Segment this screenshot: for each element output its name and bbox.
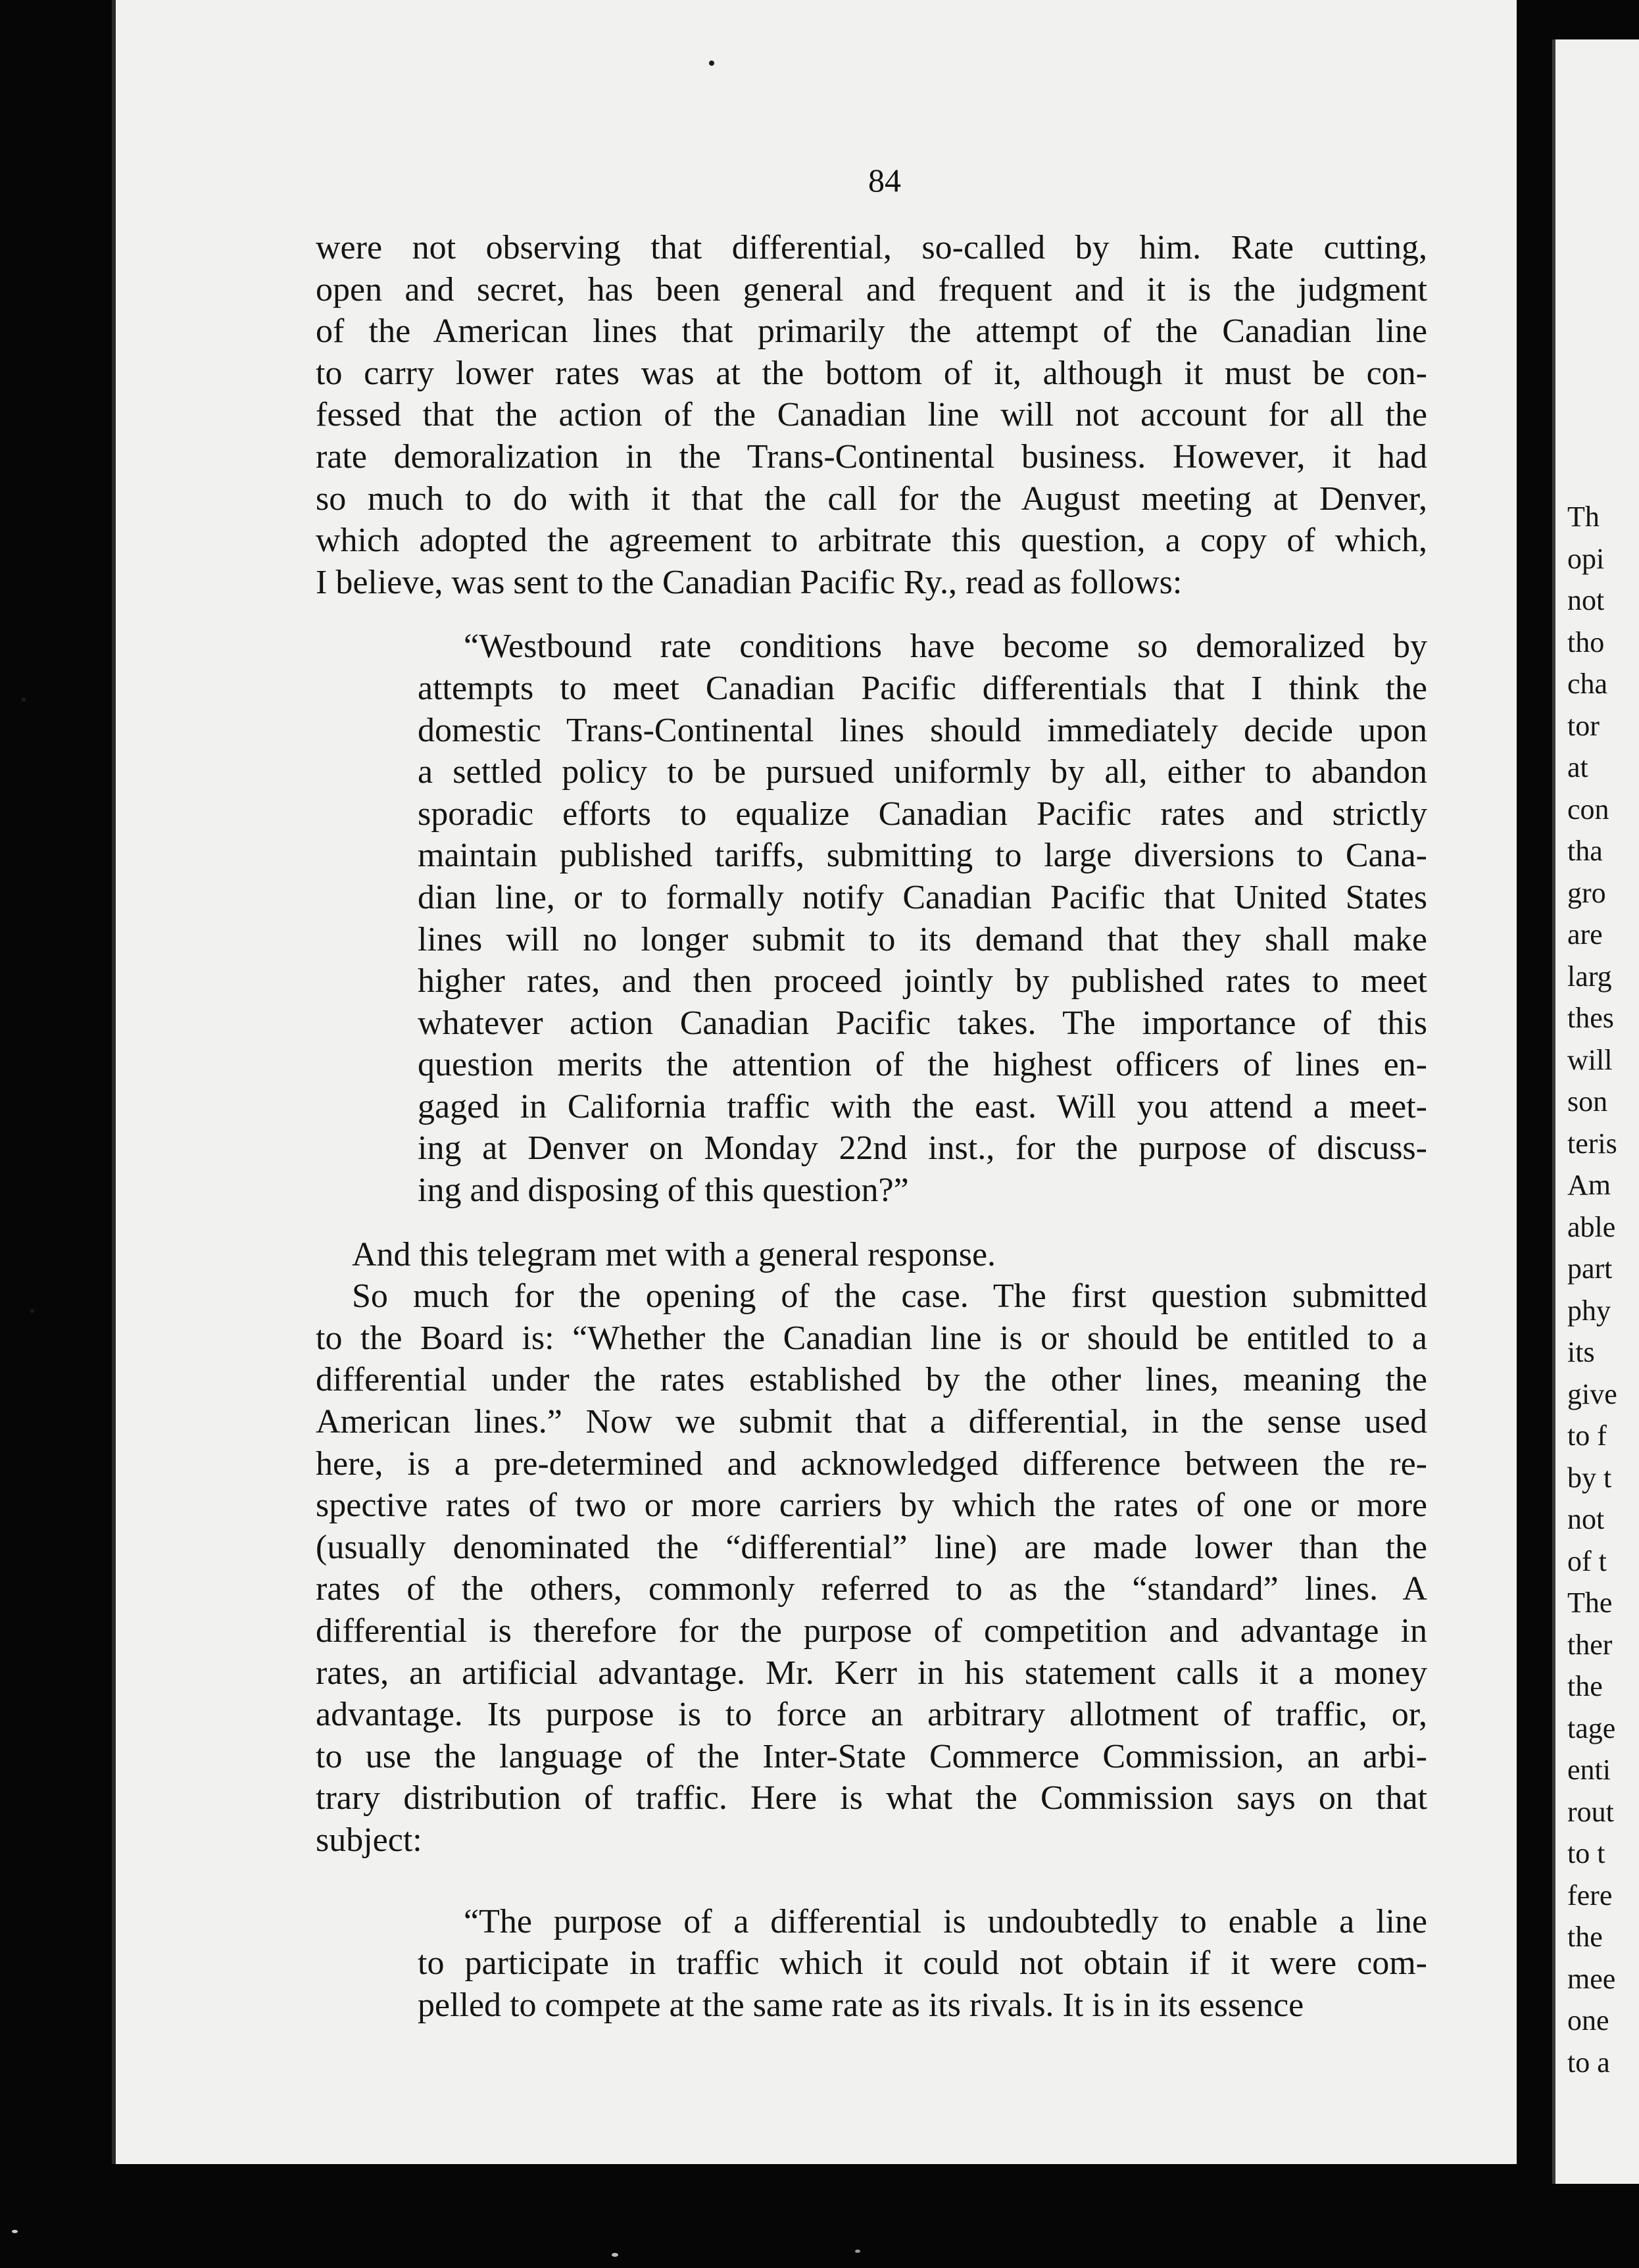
text-line: I believe, was sent to the Canadian Pacific Ry., read as follows: (316, 563, 1183, 601)
text-line: attempts to meet Canadian Pacific differentials that I think the (418, 669, 1427, 707)
speck-mark (12, 2230, 18, 2233)
facing-page-fragment: tha (1567, 835, 1603, 867)
quote-telegram (316, 626, 1427, 1211)
facing-page-fragment: one (1567, 2004, 1609, 2036)
text-line: here, is a pre-determined and acknowledged difference between the re- (316, 1444, 1427, 1483)
text-line: sporadic efforts to equalize Canadian Pacific rates and strictly (418, 795, 1427, 833)
text-line: dian line, or to formally notify Canadian Pacific that United States (418, 878, 1427, 916)
text-line: spective rates of two or more carriers by which the rates of one or more (316, 1487, 1427, 1525)
text-line: were not observing that differential, so-called by him. Rate cutting, (316, 229, 1427, 266)
facing-page-fragment: its (1567, 1336, 1595, 1368)
facing-page-fragment: rout (1567, 1795, 1614, 1828)
text-line: a settled policy to be pursued uniformly by all, either to abandon (418, 753, 1427, 791)
facing-page-fragment: Th (1567, 501, 1600, 533)
text-line: subject: (316, 1821, 422, 1859)
text-line: rates of the others, commonly referred to as the “standard” lines. A (316, 1570, 1427, 1608)
facing-page-fragment: teris (1567, 1127, 1617, 1160)
text-line: whatever action Canadian Pacific takes. The importance of this (418, 1004, 1427, 1042)
text-line: question merits the attention of the highest officers of lines en- (418, 1046, 1427, 1084)
text-line: trary distribution of traffic. Here is what the Commission says on that (316, 1779, 1427, 1817)
facing-page-fragment: to t (1567, 1837, 1605, 1869)
text-line: advantage. Its purpose is to force an arbitrary allotment of traffic, or, (316, 1696, 1427, 1734)
facing-page-fragment: fere (1567, 1879, 1613, 1911)
facing-page-fragment: ther (1567, 1628, 1613, 1661)
facing-page-fragment: not (1567, 1503, 1605, 1535)
facing-page-fragment: to f (1567, 1419, 1607, 1452)
speck-mark (855, 2250, 860, 2253)
speck-mark (21, 697, 26, 702)
text-line: higher rates, and then proceed jointly by published rates to meet (418, 962, 1427, 1000)
facing-page-fragment: at (1567, 751, 1588, 783)
facing-page-fragment: of t (1567, 1544, 1607, 1577)
facing-page-fragment: The (1567, 1587, 1613, 1619)
paragraph-3 (316, 1275, 1427, 1861)
paragraph-2 (316, 1234, 1427, 1276)
facing-page-fragment: to a (1567, 2046, 1610, 2079)
facing-page-fragment: able (1567, 1210, 1616, 1243)
quote-commission (316, 1901, 1427, 2027)
text-line: to carry lower rates was at the bottom of it, although it must be con- (316, 354, 1427, 392)
text-line: pelled to compete at the same rate as its rivals. It is in its essence (418, 1986, 1304, 2024)
speck-mark (612, 2253, 618, 2257)
text-line: fessed that the action of the Canadian line will not account for all the (316, 396, 1427, 434)
page-body (316, 227, 1427, 2026)
text-line: domestic Trans-Continental lines should immediately decide upon (418, 711, 1427, 749)
facing-page-fragment: cha (1567, 668, 1608, 700)
text-line: rate demoralization in the Trans-Continental business. However, it had (316, 437, 1427, 476)
text-line: “The purpose of a differential is undoubtedly to enable a line (464, 1902, 1427, 1940)
text-line: to the Board is: “Whether the Canadian line is or should be entitled to a (316, 1319, 1427, 1357)
text-line: open and secret, has been general and frequent and it is the judgment (316, 270, 1427, 308)
text-line: “Westbound rate conditions have become so demoralized by (464, 628, 1427, 666)
facing-page-fragment: the (1567, 1921, 1603, 1953)
text-line: gaged in California traffic with the east. Will you attend a meet- (418, 1087, 1427, 1125)
facing-page-fragment: part (1567, 1252, 1613, 1285)
text-line: American lines.” Now we submit that a differential, in the sense used (316, 1403, 1427, 1441)
speck-mark (30, 1309, 34, 1313)
text-line: which adopted the agreement to arbitrate this question, a copy of which, (316, 522, 1427, 560)
facing-page-fragment: enti (1567, 1754, 1611, 1786)
facing-page-fragment: the (1567, 1670, 1603, 1702)
facing-page-fragment: gro (1567, 876, 1606, 909)
facing-page-edge (1552, 39, 1639, 2184)
facing-page-fragment: tho (1567, 626, 1605, 658)
text-line: so much to do with it that the call for the August meeting at Denver, (316, 480, 1427, 518)
facing-page-fragment: are (1567, 918, 1603, 950)
facing-page-fragment: con (1567, 793, 1609, 826)
text-line: (usually denominated the “differential” line) are made lower than the (316, 1528, 1427, 1566)
text-line: rates, an artificial advantage. Mr. Kerr in his statement calls it a money (316, 1654, 1427, 1692)
text-line: of the American lines that primarily the attempt of the Canadian line (316, 312, 1427, 351)
facing-page-fragment: give (1567, 1377, 1617, 1410)
facing-page-fragment: thes (1567, 1002, 1614, 1034)
text-line: And this telegram met with a general response. (352, 1235, 996, 1273)
facing-page-fragment: will (1567, 1043, 1613, 1076)
text-line: ing and disposing of this question?” (418, 1171, 909, 1210)
page-number: 84 (868, 162, 901, 199)
facing-page-fragment: tor (1567, 709, 1600, 742)
text-line: maintain published tariffs, submitting to large diversions to Cana- (418, 837, 1427, 875)
text-line: So much for the opening of the case. The first question submitted (352, 1277, 1427, 1316)
text-line: ing at Denver on Monday 22nd inst., for the purpose of discuss- (418, 1129, 1427, 1168)
text-line: to participate in traffic which it could not obtain if it were com- (418, 1944, 1427, 1983)
facing-page-fragment: Am (1567, 1169, 1611, 1201)
facing-page-fragment: tage (1567, 1712, 1616, 1744)
text-line: to use the language of the Inter-State Commerce Commission, an arbi- (316, 1737, 1427, 1775)
facing-page-fragment: mee (1567, 1962, 1616, 1995)
text-line: differential is therefore for the purpose of competition and advantage in (316, 1612, 1427, 1650)
facing-page-fragment: larg (1567, 960, 1612, 993)
facing-page-fragment: by t (1567, 1461, 1612, 1494)
facing-page-fragment: opi (1567, 542, 1605, 575)
facing-page-fragment: phy (1567, 1294, 1611, 1327)
text-line: differential under the rates established by the other lines, meaning the (316, 1361, 1427, 1399)
paragraph-1 (316, 227, 1427, 603)
speck-mark (709, 61, 714, 66)
facing-page-fragment: not (1567, 584, 1605, 616)
facing-page-fragment: son (1567, 1085, 1608, 1118)
text-line: lines will no longer submit to its demand that they shall make (418, 920, 1427, 958)
